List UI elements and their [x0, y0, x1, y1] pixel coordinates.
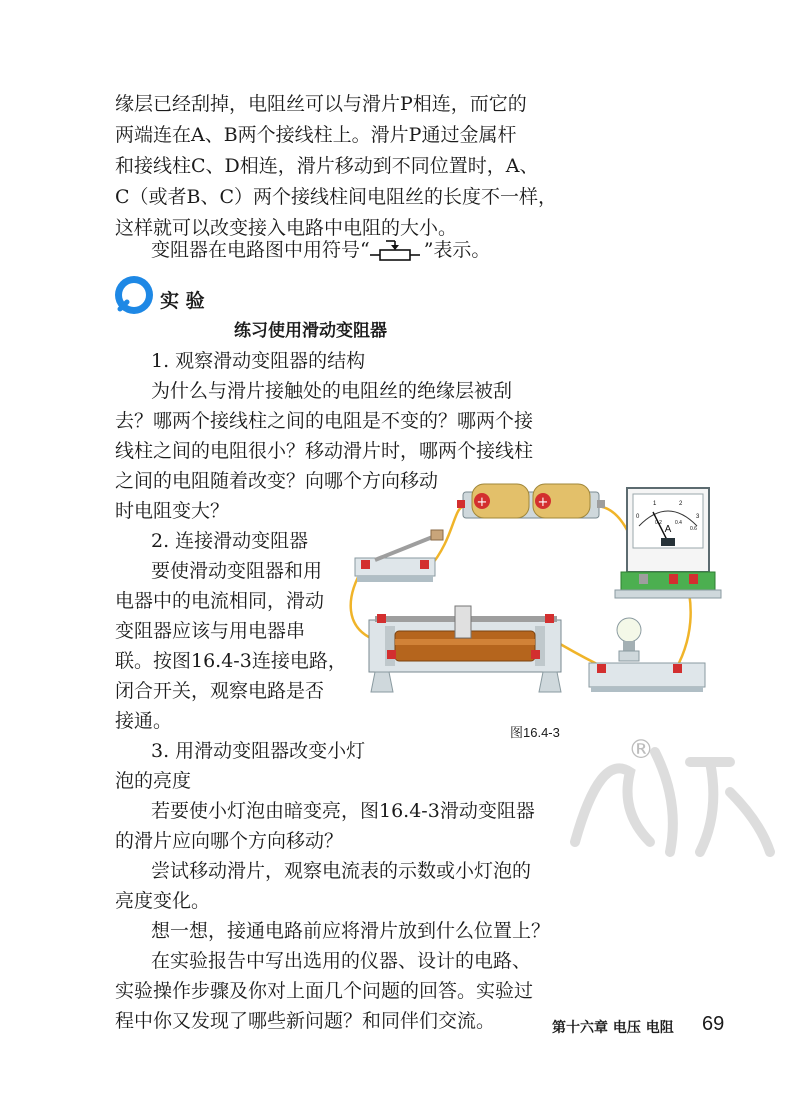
ammeter-tick: 0.6	[690, 526, 697, 532]
switch	[355, 530, 443, 582]
battery-plus: +	[537, 495, 549, 510]
text-line: C（或者B、C）两个接线柱间电阻丝的长度不一样，	[115, 186, 558, 208]
text-line: 若要使小灯泡由暗变亮，图16.4-3滑动变阻器	[151, 800, 535, 822]
step-heading: 2. 连接滑动变阻器	[151, 530, 309, 552]
text-line: 这样就可以改变接入电路中电阻的大小。	[115, 217, 458, 239]
figure-caption: 图16.4-3	[510, 725, 560, 740]
symbol-line-after: ”表示。	[423, 239, 491, 261]
light-bulb	[589, 618, 705, 692]
text-line: 之间的电阻随着改变？向哪个方向移动	[115, 470, 439, 492]
registered-mark-icon: ®	[628, 735, 654, 765]
ammeter-tick: 3	[696, 514, 700, 520]
step-heading: 泡的亮度	[115, 770, 192, 792]
page-number: 69	[702, 1013, 725, 1035]
battery-plus: +	[476, 495, 488, 510]
text-line: 实验操作步骤及你对上面几个问题的回答。实验过	[115, 980, 534, 1002]
text-line: 尝试移动滑片，观察电流表的示数或小灯泡的	[151, 860, 532, 882]
text-line: 时电阻变大？	[115, 500, 230, 522]
slide-rheostat	[369, 606, 561, 692]
ammeter-tick: 0.4	[675, 520, 682, 526]
text-line: 想一想，接通电路前应将滑片放到什么位置上？	[151, 920, 551, 942]
text-line: 两端连在A、B两个接线柱上。滑片P通过金属杆	[115, 124, 517, 146]
text-line: 联。按图16.4-3连接电路，	[115, 650, 347, 672]
symbol-line	[151, 238, 490, 264]
text-line: 变阻器应该与用电器串	[115, 620, 306, 642]
circuit-figure	[335, 478, 735, 713]
ammeter-tick: 1	[653, 501, 657, 507]
text-line: 亮度变化。	[115, 890, 211, 912]
experiment-label: 实 验	[160, 290, 205, 312]
ammeter-letter: A	[664, 524, 672, 535]
step-heading: 3. 用滑动变阻器改变小灯	[151, 740, 366, 762]
publisher-watermark-logo	[560, 732, 780, 862]
text-line: 接通。	[115, 710, 173, 732]
text-line: 电器中的电流相同，滑动	[115, 590, 325, 612]
experiment-title: 练习使用滑动变阻器	[234, 321, 387, 341]
battery-holder	[457, 484, 605, 518]
rheostat-symbol-icon	[370, 238, 424, 264]
ammeter-tick: 0.2	[655, 520, 662, 526]
text-line: 为什么与滑片接触处的电阻丝的绝缘层被刮	[151, 380, 513, 402]
step-heading: 1. 观察滑动变阻器的结构	[151, 350, 366, 372]
ammeter-tick: 2	[679, 501, 683, 507]
ammeter-tick: 0	[636, 514, 640, 520]
text-line: 的滑片应向哪个方向移动？	[115, 830, 344, 852]
text-line: 去？哪两个接线柱之间的电阻是不变的？哪两个接	[115, 410, 534, 432]
ammeter	[615, 488, 721, 598]
text-line: 要使滑动变阻器和用	[151, 560, 323, 582]
text-line: 程中你又发现了哪些新问题？和同伴们交流。	[115, 1010, 496, 1032]
text-line: 闭合开关，观察电路是否	[115, 680, 325, 702]
text-line: 缘层已经刮掉，电阻丝可以与滑片P相连，而它的	[115, 93, 527, 115]
text-line: 线柱之间的电阻很小？移动滑片时，哪两个接线柱	[115, 440, 534, 462]
magnifier-icon	[114, 275, 154, 315]
text-line: 和接线柱C、D相连，滑片移动到不同位置时，A、	[115, 155, 539, 177]
text-line: 在实验报告中写出选用的仪器、设计的电路、	[151, 950, 532, 972]
symbol-line-before: 变阻器在电路图中用符号“	[151, 239, 370, 261]
chapter-footer: 第十六章 电压 电阻	[552, 1020, 674, 1036]
